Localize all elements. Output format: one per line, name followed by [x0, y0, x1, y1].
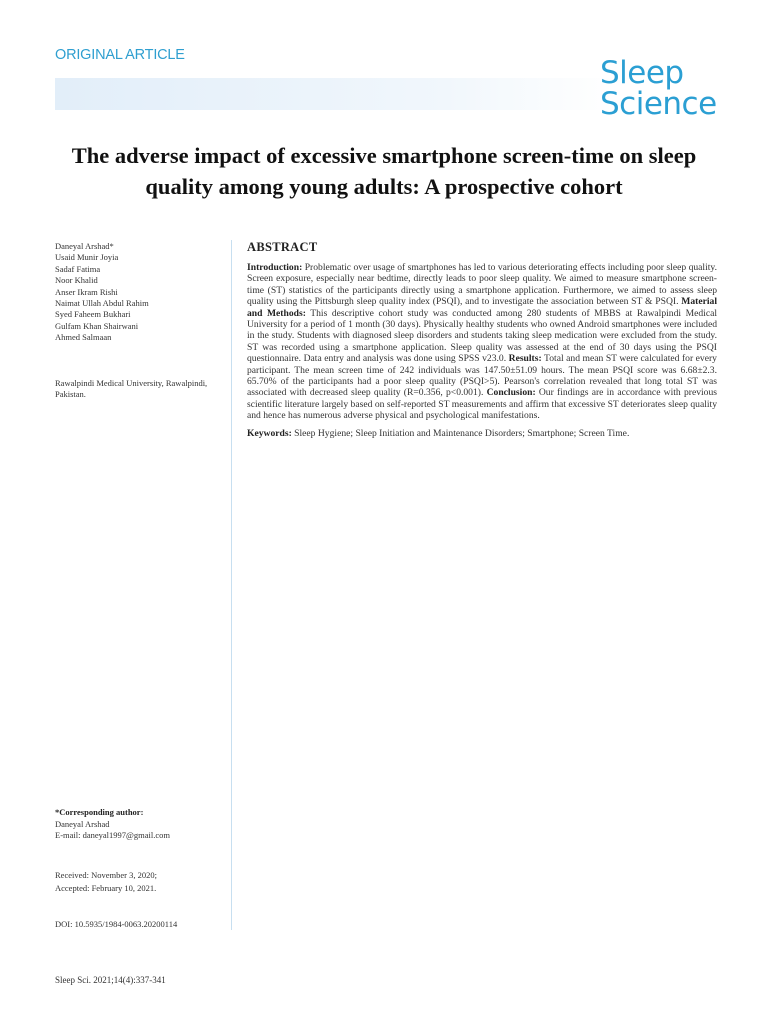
author: Noor Khalid [55, 275, 98, 286]
article-type-label: ORIGINAL ARTICLE [55, 47, 185, 63]
column-divider [231, 240, 232, 930]
author: Usaid Munir Joyia [55, 252, 119, 263]
keywords-text: Sleep Hygiene; Sleep Initiation and Maintenance Disorders; Smartphone; Screen Time. [291, 427, 630, 439]
footer-citation: Sleep Sci. 2021;14(4):337-341 [55, 975, 166, 985]
results-text: Total and mean ST were calculated for every participant. The mean screen time of 242 individuals was 147.50±51.09 hours. The mean PSQI score was 6.68±2.3. 65.70% of the participants had a poor sleep quality (PSQI>5). Pearson's correlation revealed that long total ST was associated with decreased sleep quality (R=0.356, p<0.001). [247, 353, 717, 399]
abstract-body [247, 262, 717, 422]
keywords [247, 428, 717, 439]
article-title: The adverse impact of excessive smartphone screen-time on sleep quality among young adults: A prospective cohort [71, 143, 697, 199]
results-label: Results: [508, 353, 542, 365]
header-band [55, 78, 615, 110]
author: Naimat Ullah Abdul Rahim [55, 298, 149, 309]
corresponding-heading: *Corresponding author: [55, 807, 144, 817]
intro-label: Introduction: [247, 262, 303, 273]
abstract-heading: ABSTRACT [247, 240, 318, 254]
logo-line-1: Sleep [600, 55, 684, 91]
keywords-label: Keywords: [247, 427, 292, 439]
author: Ahmed Salmaan [55, 332, 112, 343]
journal-logo [600, 55, 730, 122]
author: Syed Faheem Bukhari [55, 309, 131, 320]
author: Gulfam Khan Shairwani [55, 320, 139, 331]
corresponding-author [55, 807, 230, 842]
accepted-date: Accepted: February 10, 2021. [55, 882, 157, 893]
intro-text: Problematic over usage of smartphones has led to various deteriorating effects including poor sleep quality. Screen exposure, especially near bedtime, directly leads to poor sleep quality. We aimed to measure smartphone screen-time (ST) statistics of the participants directly using a smartphone application. Furthermore, we aimed to assess sleep quality using the Pittsburgh sleep quality index (PSQI), and to investigate the association between ST & PSQI. [247, 262, 717, 308]
methods-label: Material and Methods: [247, 296, 717, 319]
author: Daneyal Arshad* [55, 241, 114, 251]
author-list [55, 241, 230, 344]
article-dates [55, 869, 230, 894]
conclusion-text: Our findings are in accordance with previous scientific literature largely based on self-reported ST measurements and affirm that excessive ST deteriorates sleep quality and hence has numerous adverse physical and psychological manifestations. [247, 387, 717, 422]
corresponding-email: E-mail: daneyal1997@gmail.com [55, 830, 170, 840]
doi: DOI: 10.5935/1984-0063.20200114 [55, 919, 178, 929]
affiliation: Rawalpindi Medical University, Rawalpindi, Pakistan. [55, 378, 208, 400]
methods-text: This descriptive cohort study was conducted among 280 students of MBBS at Rawalpindi Medical University for a period of 1 month (30 days). Physically healthy students who owned Android smartphones were included in the study. Students with diagnosed sleep disorders and students taking sleep medication were excluded from the study. ST was recorded using a smartphone application. Sleep quality was assessed at the end of 30 days using the PSQI questionnaire. Data entry and analysis was done using SPSS v23.0. [247, 307, 717, 365]
abstract-section [247, 240, 717, 439]
logo-line-2: Science [600, 86, 717, 122]
corresponding-name: Daneyal Arshad [55, 818, 110, 829]
author: Anser Ikram Rishi [55, 286, 118, 297]
author: Sadaf Fatima [55, 263, 101, 274]
conclusion-label: Conclusion: [486, 387, 536, 399]
received-date: Received: November 3, 2020; [55, 870, 157, 880]
